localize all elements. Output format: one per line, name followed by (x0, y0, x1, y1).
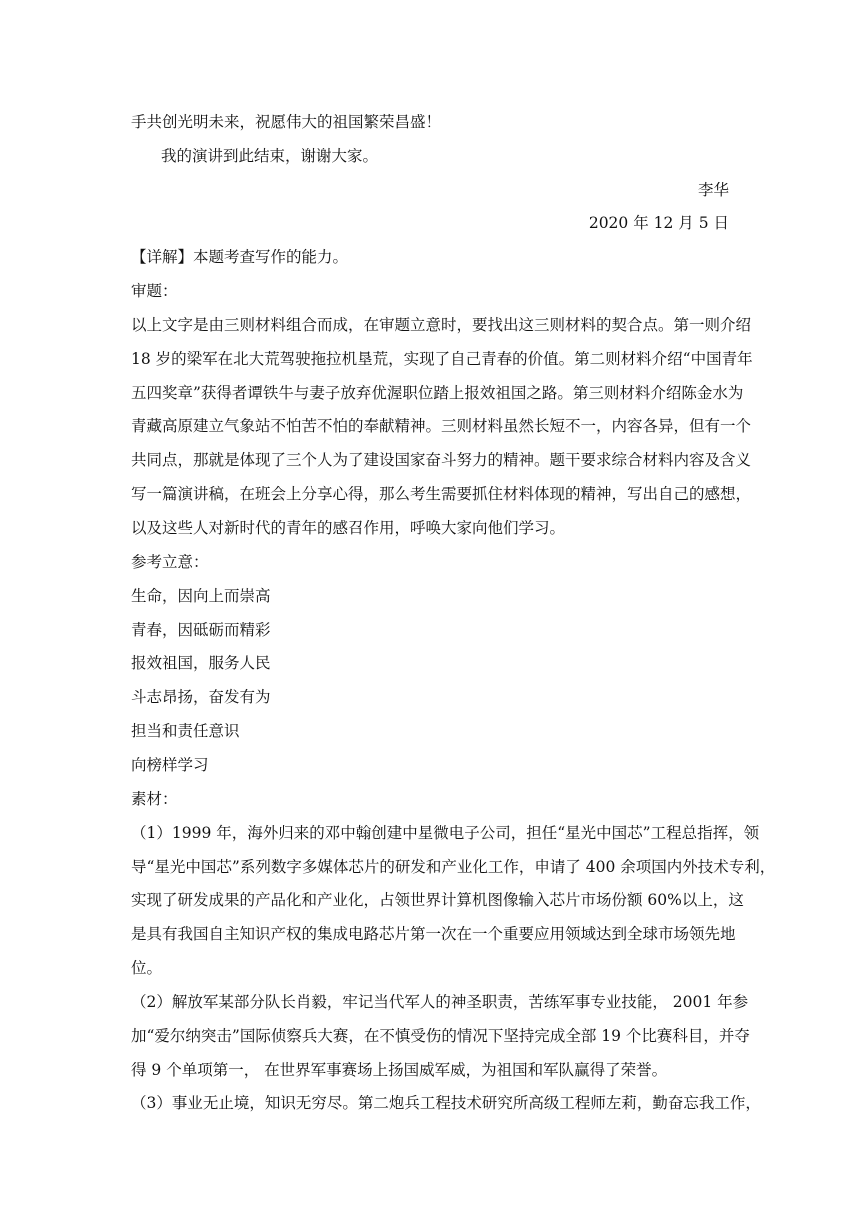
theme-item: 向榜样学习 (131, 756, 209, 774)
section-label: 审题： (131, 282, 178, 300)
text-line: 青藏高原建立气象站不怕苦不怕的奉献精神。三则材料虽然长短不一，内容各异，但有一个 (131, 417, 752, 435)
date-line: 2020 年 12 月 5 日 (588, 214, 729, 232)
explanation-heading: 【详解】本题考查写作的能力。 (131, 248, 349, 266)
text-line: （1）1999 年，海外归来的邓中翰创建中星微电子公司，担任“星光中国芯”工程总指挥，领 (131, 824, 760, 842)
text-line: 以上文字是由三则材料组合而成，在审题立意时，要找出这三则材料的契合点。第一则介绍 (131, 316, 752, 334)
author-name: 李华 (697, 181, 729, 199)
text-line: 实现了研发成果的产品化和产业化，占领世界计算机图像输入芯片市场份额 60%以上，这 (131, 891, 744, 909)
text-line: 是具有我国自主知识产权的集成电路芯片第一次在一个重要应用领域达到全球市场领先地 (131, 925, 736, 943)
text-line: 以及这些人对新时代的青年的感召作用，呼唤大家向他们学习。 (131, 519, 566, 537)
text-line: 共同点，那就是体现了三个人为了建设国家奋斗努力的精神。题干要求综合材料内容及含义 (131, 451, 752, 469)
theme-item: 报效祖国，服务人民 (131, 654, 271, 672)
text-line: 导“星光中国芯”系列数字多媒体芯片的研发和产业化工作，申请了 400 余项国内外技术专利， (131, 858, 776, 876)
text-line: 写一篇演讲稿，在班会上分享心得，那么考生需要抓住材料体现的精神，写出自己的感想， (131, 485, 752, 503)
section-label: 参考立意： (131, 553, 209, 571)
theme-item: 斗志昂扬，奋发有为 (131, 688, 271, 706)
text-line: 位。 (131, 959, 163, 977)
text-line: （2）解放军某部分队长肖毅，牢记当代军人的神圣职责，苦练军事专业技能， 2001 年参 (131, 993, 749, 1011)
text-line: （3）事业无止境，知识无穷尽。第二炮兵工程技术研究所高级工程师左莉，勤奋忘我工作， (131, 1094, 761, 1112)
text-line: 加“爱尔纳突击”国际侦察兵大赛，在不慎受伤的情况下坚持完成全部 19 个比赛科目，并夺 (131, 1027, 750, 1045)
theme-item: 青春，因砥砺而精彩 (131, 621, 271, 639)
text-line: 五四奖章”获得者谭铁牛与妻子放弃优渥职位踏上报效祖国之路。第三则材料介绍陈金水为 (131, 384, 744, 402)
text-line: 得 9 个单项第一， 在世界军事赛场上扬国威军威，为祖国和军队赢得了荣誉。 (131, 1061, 668, 1079)
closing-line: 我的演讲到此结束，谢谢大家。 (161, 147, 379, 165)
theme-item: 生命，因向上而崇高 (131, 587, 271, 605)
theme-item: 担当和责任意识 (131, 722, 240, 740)
text-line: 18 岁的梁军在北大荒驾驶拖拉机垦荒，实现了自己青春的价值。第二则材料介绍“中国青年 (131, 350, 753, 368)
section-label: 素材： (131, 790, 178, 808)
text-line: 手共创光明未来，祝愿伟大的祖国繁荣昌盛！ (131, 113, 442, 131)
